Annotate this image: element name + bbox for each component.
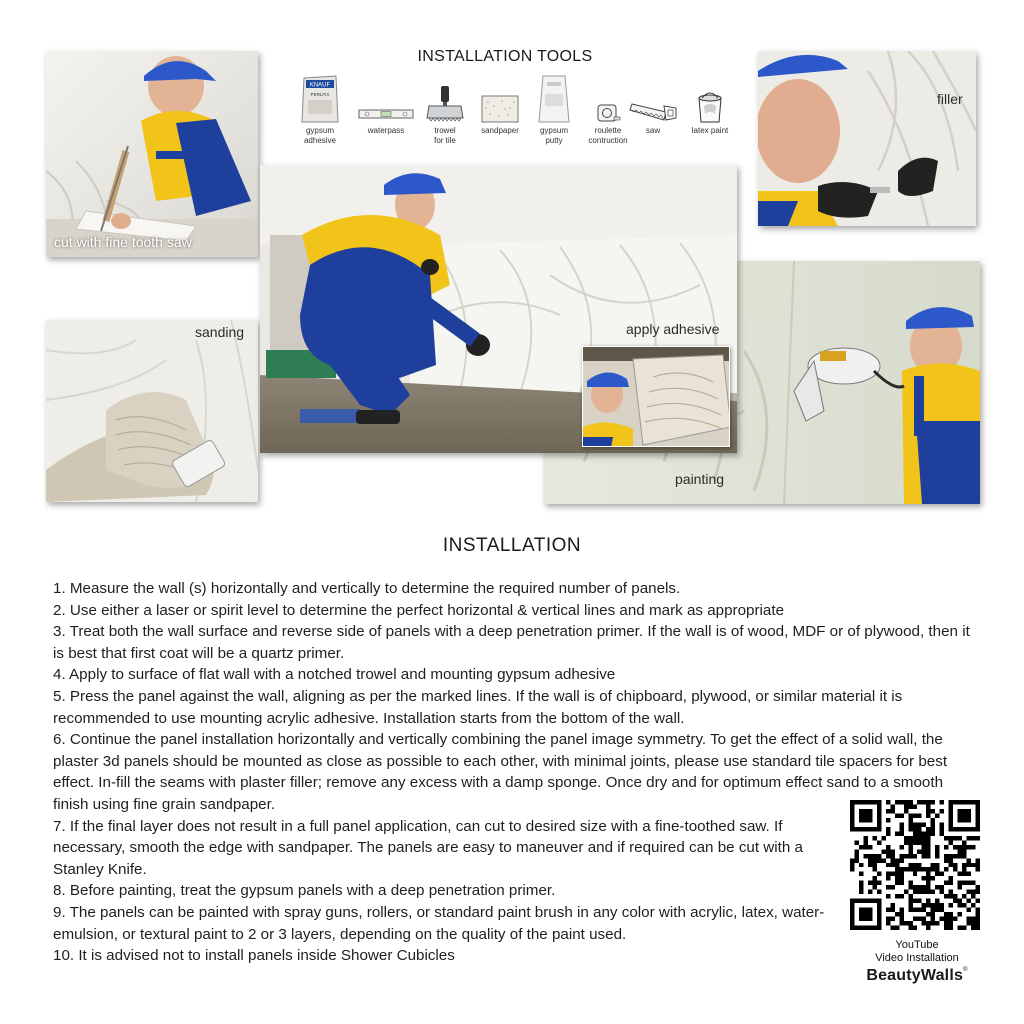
tool-saw [621,72,685,136]
filler-scene-illustration [758,51,976,226]
youtube-qr-code[interactable] [850,800,980,930]
qr-caption-video: Video Installation [875,952,959,964]
caption-filler: filler [937,91,963,107]
caption-cut-with-saw: cut with fine tooth saw [54,234,192,250]
brand-logo [850,967,984,985]
step-5: 5. Press the panel against the wall, aligning as per the marked lines. If the wall is of chipboard, plywood, or similar material it is recommended to use mounting acrylic adhesive. Installation starts from the bottom of the wall. [53,687,903,727]
paint-bucket-icon [694,92,726,124]
tool-label-sandpaper: sandpaper [481,126,519,135]
photo-adhesive-inset [582,346,730,447]
step-8: 8. Before painting, treat the gypsum panels with a deep penetration primer. [53,882,556,900]
tool-latex-paint [678,72,742,136]
tool-label-waterpass: waterpass [367,126,405,135]
adhesive-bag-icon [300,74,340,124]
step-3: 3. Treat both the wall surface and reverse side of panels with a deep penetration primer. If the wall is of wood, MDF or of plywood, then it is best that first coat will be a quartz primer. [53,623,970,662]
adhesive-brand-text: KNAUF [309,82,331,89]
step-6: 6. Continue the panel installation horizontally and vertically combining the panel image symmetry. To get the effect of a solid wall, the plaster 3d panels should be mounted as close as possible to each other, with minimal joints, please use standard tile spacers for best effect. In-fill the seams with plaster filler; remove any excess with a damp sponge. Once dry and for optimum effect sand to a smooth finish using fine grain sandpaper. [53,731,948,813]
brand-name: BeautyWalls [866,967,964,984]
step-2: 2. Use either a laser or spirit level to determine the perfect horizontal & vertical lines and mark as appropriate [53,601,785,619]
step-7: 7. If the final layer does not result in a full panel application, can cut to desired size with a fine-toothed saw. If necessary, smooth the edge with sandpaper. The panels are easy to maneuver and if required can be cut with a Stanley Knife. [53,817,803,878]
tape-measure-icon [595,102,621,124]
step-4: 4. Apply to surface of flat wall with a notched trowel and mounting gypsum adhesive [53,666,616,684]
sandpaper-icon [480,94,520,124]
step-10: 10. It is advised not to install panels inside Shower Cubicles [53,947,455,965]
tool-label-gypsum-adhesive: gypsum adhesive [303,126,337,145]
tool-label-saw: saw [645,126,661,135]
installation-heading: INSTALLATION [442,535,582,556]
caption-painting: painting [675,471,725,487]
sanding-scene-illustration [46,320,258,502]
caption-sanding: sanding [195,324,245,340]
tool-label-roulette: roulette contruction [588,126,628,145]
hand-saw-icon [628,98,678,124]
photo-cut-with-saw [46,51,258,257]
adhesive-product-text: PERLFIX [310,92,330,97]
spirit-level-icon [357,104,415,124]
caption-apply-adhesive: apply adhesive [626,321,720,337]
brand-registered-mark: ® [963,967,968,973]
tool-label-trowel: trowel for tile [434,126,456,145]
photo-main-installation [260,165,737,453]
qr-caption [850,939,984,965]
qr-caption-youtube: YouTube [895,939,939,951]
tool-gypsum-adhesive [288,72,352,146]
installation-tools-title: INSTALLATION TOOLS [417,48,593,65]
photo-filler [758,51,976,226]
tool-label-gypsum-putty: gypsum putty [539,126,568,145]
tool-label-latex-paint: latex paint [691,126,729,135]
putty-bag-icon [537,74,571,124]
step-1: 1. Measure the wall (s) horizontally and vertically to determine the required number of panels. [53,580,681,597]
trowel-icon [425,84,465,124]
saw-scene-illustration [46,51,258,257]
qr-block [850,800,984,985]
adhesive-inset-illustration [583,347,730,447]
photo-sanding [46,320,258,502]
tool-waterpass [354,72,418,136]
step-9: 9. The panels can be painted with spray guns, rollers, or standard paint brush in any color with acrylic, latex, water-emulsion, or textural paint to 2 or 3 layers, depending on the quality of the paint used. [53,903,825,943]
